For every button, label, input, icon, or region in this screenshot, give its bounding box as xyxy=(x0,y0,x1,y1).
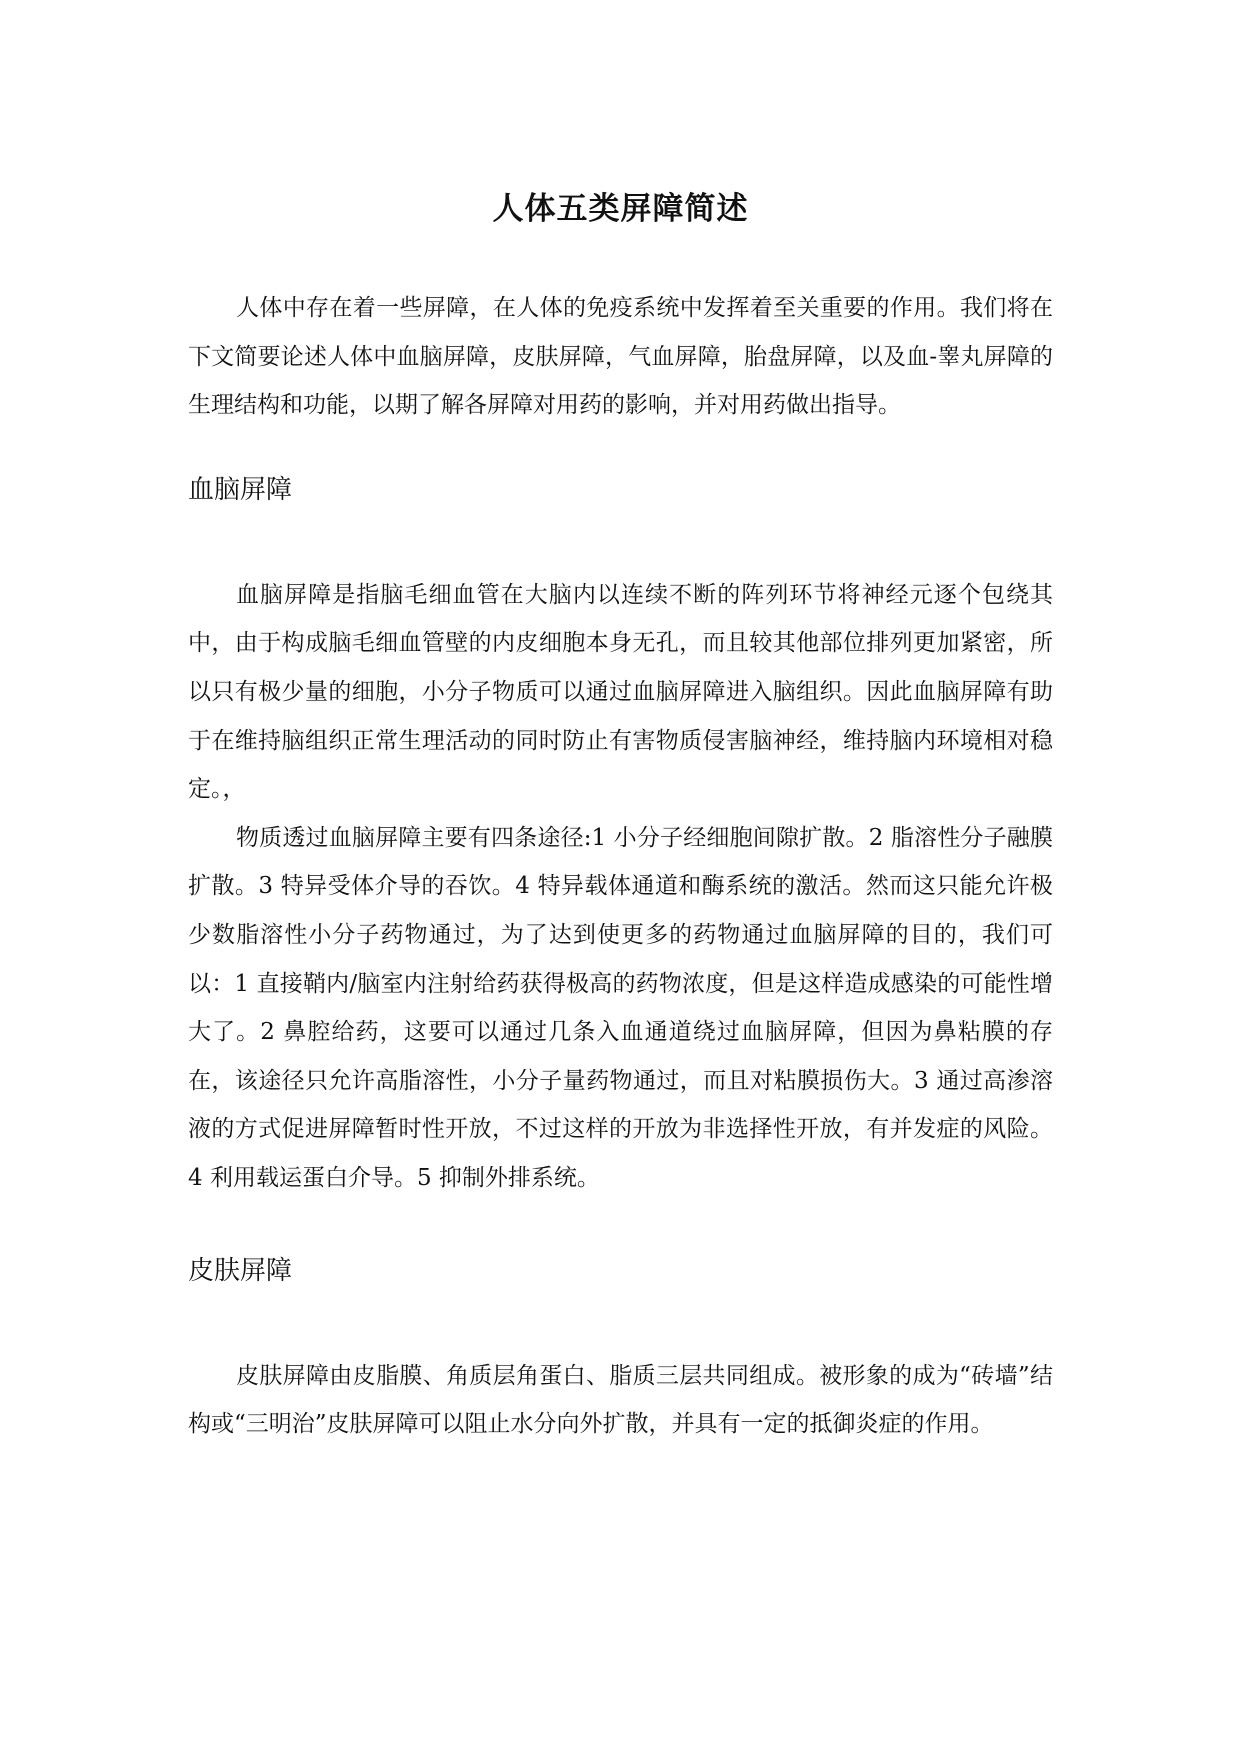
paragraph-skin-barrier: 皮肤屏障由皮脂膜、角质层角蛋白、脂质三层共同组成。被形象的成为“砖墙”结构或“三明治”皮肤屏障可以阻止水分向外扩散，并具有一定的抵御炎症的作用。 xyxy=(188,1362,1053,1438)
section-heading-skin-barrier: 皮肤屏障 xyxy=(188,1255,293,1286)
section-heading-blood-brain-barrier: 血脑屏障 xyxy=(188,474,293,505)
intro-paragraph: 人体中存在着一些屏障，在人体的免疫系统中发挥着至关重要的作用。我们将在下文简要论述人体中血脑屏障，皮肤屏障，气血屏障，胎盘屏障，以及血-睾丸屏障的生理结构和功能，以期了解各屏障对用药的影响，并对用药做出指导。 xyxy=(188,295,1053,419)
document-title: 人体五类屏障简述 xyxy=(492,191,749,227)
document-body xyxy=(188,188,1053,1449)
paragraph-blood-brain-barrier-pathways: 物质透过血脑屏障主要有四条途径:1 小分子经细胞间隙扩散。2 脂溶性分子融膜扩散。3 特异受体介导的吞饮。4 特异载体通道和酶系统的激活。然而这只能允许极少数脂溶性小分子药物通过，为了达到使更多的药物通过血脑屏障的目的，我们可以：1 直接鞘内/脑室内注射给药获得极高的药物浓度，但是这样造成感染的可能性增大了。2 鼻腔给药，这要可以通过几条入血通道绕过血脑屏障，但因为鼻粘膜的存在，该途径只允许高脂溶性，小分子量药物通过，而且对粘膜损伤大。3 通过高渗溶液的方式促进屏障暂时性开放，不过这样的开放为非选择性开放，有并发症的风险。4 利用载运蛋白介导。5 抑制外排系统。 xyxy=(188,824,1053,1191)
paragraph-blood-brain-barrier-structure: 血脑屏障是指脑毛细血管在大脑内以连续不断的阵列环节将神经元逐个包绕其中，由于构成脑毛细血管壁的内皮细胞本身无孔，而且较其他部位排列更加紧密，所以只有极少量的细胞，小分子物质可以通过血脑屏障进入脑组织。因此血脑屏障有助于在维持脑组织正常生理活动的同时防止有害物质侵害脑神经，维持脑内环境相对稳定。， xyxy=(188,581,1053,803)
